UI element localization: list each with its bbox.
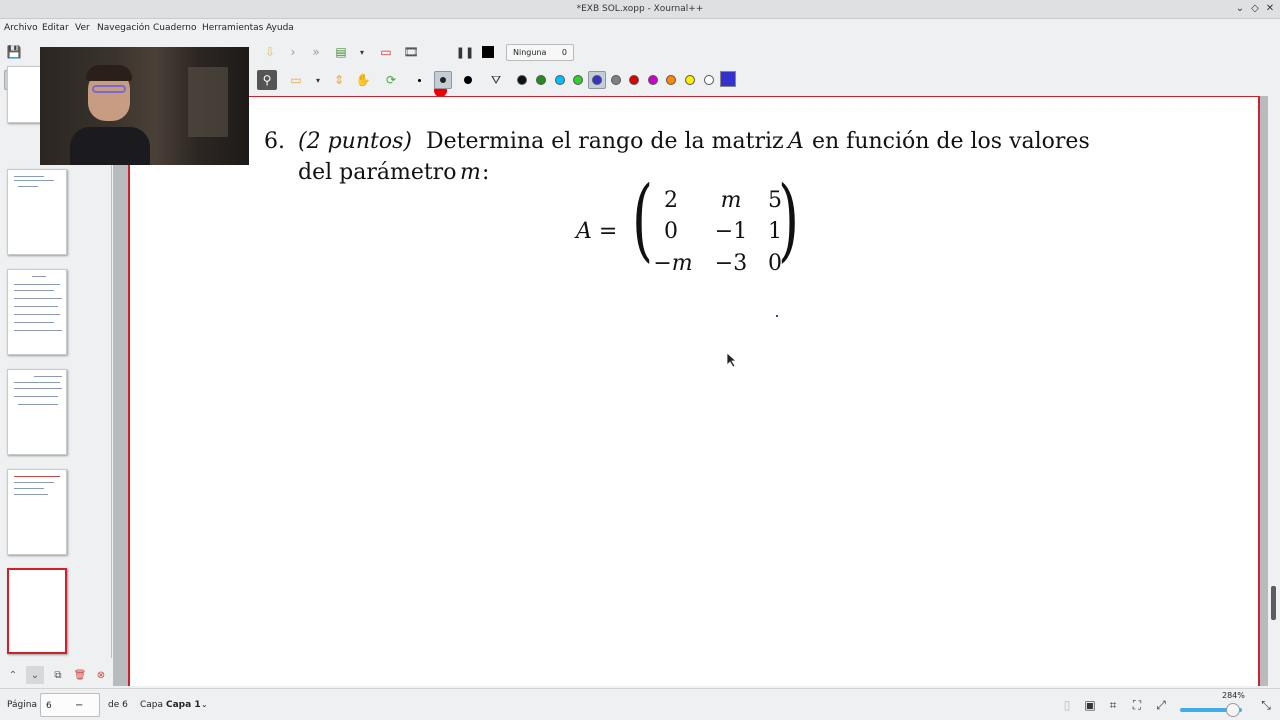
page-thumbnail-2[interactable] bbox=[7, 169, 67, 255]
fit-width-icon[interactable]: ⌗ bbox=[1109, 697, 1117, 712]
close-icon[interactable]: ✕ bbox=[1265, 3, 1275, 14]
move-down-icon[interactable]: ⌄ bbox=[26, 666, 44, 684]
color-black-icon[interactable] bbox=[517, 75, 527, 85]
stop-icon[interactable] bbox=[482, 46, 494, 58]
glasses-icon bbox=[92, 85, 126, 93]
thick-size-icon[interactable] bbox=[464, 76, 472, 84]
presentation-icon[interactable]: 🎞 bbox=[403, 45, 419, 59]
scrollbar-thumb[interactable] bbox=[1271, 586, 1276, 620]
hand-icon[interactable]: ✋ bbox=[355, 73, 371, 87]
page-sidebar bbox=[0, 96, 112, 658]
vertical-space-icon[interactable]: ⇕ bbox=[333, 73, 345, 87]
matrix-left-paren: ( bbox=[632, 167, 654, 272]
matrix-cell: 0 bbox=[664, 219, 678, 244]
color-lightblue-icon[interactable] bbox=[555, 75, 565, 85]
question-text-1-end: en función de los valores bbox=[812, 129, 1090, 154]
window-title: *EXB SOL.xopp - Xournal++ bbox=[576, 4, 704, 14]
layer-value[interactable]: Capa 1 bbox=[166, 700, 201, 710]
page-number-value: 6 bbox=[46, 701, 52, 711]
select-rect-icon[interactable]: ▭ bbox=[290, 73, 302, 87]
menu-archivo[interactable]: Archivo bbox=[4, 23, 38, 33]
color-lightgreen-icon[interactable] bbox=[573, 75, 583, 85]
menu-bar bbox=[0, 19, 1280, 38]
dropdown-icon[interactable]: ▾ bbox=[315, 75, 320, 85]
menu-herramientas[interactable]: Herramientas bbox=[202, 23, 264, 33]
custom-color-icon[interactable] bbox=[720, 71, 736, 87]
menu-cuaderno[interactable]: Cuaderno bbox=[153, 23, 197, 33]
matrix-cell: 1 bbox=[768, 219, 782, 244]
page-thumbnail-4[interactable] bbox=[7, 369, 67, 455]
color-red-icon[interactable] bbox=[629, 75, 639, 85]
color-orange-icon[interactable] bbox=[666, 75, 676, 85]
fit-page-icon[interactable]: ⛶ bbox=[1132, 697, 1142, 712]
matrix-cell: −1 bbox=[714, 219, 748, 244]
question-colon: : bbox=[482, 160, 490, 185]
page-number-input[interactable] bbox=[40, 693, 100, 717]
color-gray-icon[interactable] bbox=[611, 75, 621, 85]
save-icon[interactable]: 💾 bbox=[6, 45, 22, 59]
page-thumbnail-5[interactable] bbox=[7, 469, 67, 555]
page-count: de 6 bbox=[108, 700, 128, 710]
pause-icon[interactable]: ❚❚ bbox=[455, 45, 475, 59]
matrix-right-paren: ) bbox=[778, 167, 800, 272]
question-var-m: m bbox=[460, 160, 481, 185]
ink-dot bbox=[776, 315, 778, 317]
magnet-icon[interactable]: ⚲ bbox=[257, 70, 277, 90]
webcam-overlay bbox=[40, 47, 249, 165]
dropdown-icon[interactable]: ▾ bbox=[359, 47, 364, 57]
single-page-view-icon[interactable]: ▯ bbox=[1063, 698, 1071, 712]
matrix-cell: −m bbox=[653, 251, 693, 276]
title-bar bbox=[0, 0, 1280, 19]
sidebar-actions bbox=[0, 664, 112, 686]
page-view-icon[interactable]: ▣ bbox=[1084, 698, 1096, 712]
matrix-cell: 0 bbox=[768, 251, 782, 276]
matrix-cell: 2 bbox=[664, 188, 678, 213]
maximize-icon[interactable]: ◇ bbox=[1251, 3, 1259, 14]
arrow-down-icon[interactable]: ⇩ bbox=[264, 45, 276, 59]
color-blue-icon[interactable] bbox=[592, 75, 602, 85]
medium-dot-icon bbox=[440, 77, 446, 83]
matrix-label: A = bbox=[576, 219, 618, 244]
question-text-2: del parámetro bbox=[298, 160, 457, 185]
document-canvas[interactable] bbox=[113, 96, 1268, 686]
person-shirt bbox=[70, 127, 150, 165]
question-text-1: Determina el rango de la matriz bbox=[426, 129, 784, 154]
matrix-cell: 5 bbox=[768, 188, 782, 213]
menu-ver[interactable]: Ver bbox=[75, 23, 90, 33]
delete-page-icon[interactable]: 🗑 bbox=[73, 669, 87, 681]
color-green-icon[interactable] bbox=[536, 75, 546, 85]
color-white-icon[interactable] bbox=[704, 75, 714, 85]
status-bar bbox=[0, 688, 1280, 720]
page-thumbnail-3[interactable] bbox=[7, 269, 67, 355]
menu-navegacion[interactable]: Navegación bbox=[97, 23, 150, 33]
refresh-icon[interactable]: ⟳ bbox=[385, 73, 397, 87]
decrement-icon[interactable]: − bbox=[75, 700, 84, 711]
zoom-slider-handle[interactable] bbox=[1226, 703, 1240, 717]
page-thumbnail-6[interactable] bbox=[7, 568, 67, 654]
document-page[interactable] bbox=[128, 96, 1260, 686]
copy-page-icon[interactable]: ⧉ bbox=[54, 669, 62, 681]
color-magenta-icon[interactable] bbox=[648, 75, 658, 85]
mouse-cursor-icon bbox=[726, 352, 736, 368]
insert-page-icon[interactable]: ▤ bbox=[335, 45, 347, 59]
question-points: (2 puntos) bbox=[298, 129, 412, 154]
webcam-door bbox=[188, 67, 228, 137]
question-number: 6. bbox=[264, 129, 285, 154]
last-page-icon[interactable]: » bbox=[312, 45, 320, 59]
zoom-level: 284% bbox=[1222, 691, 1245, 700]
matrix-cell: −3 bbox=[714, 251, 748, 276]
zoom-fit-icon[interactable]: ⤢ bbox=[1156, 697, 1166, 712]
matrix-cell: m bbox=[720, 188, 742, 213]
layer-dropdown-icon[interactable]: ⌄ bbox=[201, 700, 208, 709]
person-hair bbox=[86, 65, 132, 81]
layer-label: Capa bbox=[140, 700, 164, 710]
close-sidebar-icon[interactable]: ⊗ bbox=[96, 669, 106, 681]
move-up-icon[interactable]: ⌃ bbox=[8, 669, 18, 681]
next-page-icon[interactable]: › bbox=[290, 45, 296, 59]
delete-page-icon[interactable]: ▭ bbox=[380, 45, 392, 59]
question-var-a: A bbox=[788, 129, 804, 154]
menu-ayuda[interactable]: Ayuda bbox=[266, 23, 294, 33]
minimize-icon[interactable]: ⌄ bbox=[1235, 3, 1245, 14]
page-label: Página bbox=[7, 700, 37, 710]
vertical-scrollbar[interactable] bbox=[1268, 96, 1280, 686]
fine-size-icon[interactable] bbox=[418, 79, 421, 82]
fill-icon[interactable]: ⛛ bbox=[490, 72, 502, 87]
fullscreen-icon[interactable]: ⤡ bbox=[1261, 697, 1271, 712]
layer-select[interactable]: Ninguna 0 bbox=[506, 44, 574, 61]
menu-editar[interactable]: Editar bbox=[42, 23, 69, 33]
color-yellow-icon[interactable] bbox=[685, 75, 695, 85]
